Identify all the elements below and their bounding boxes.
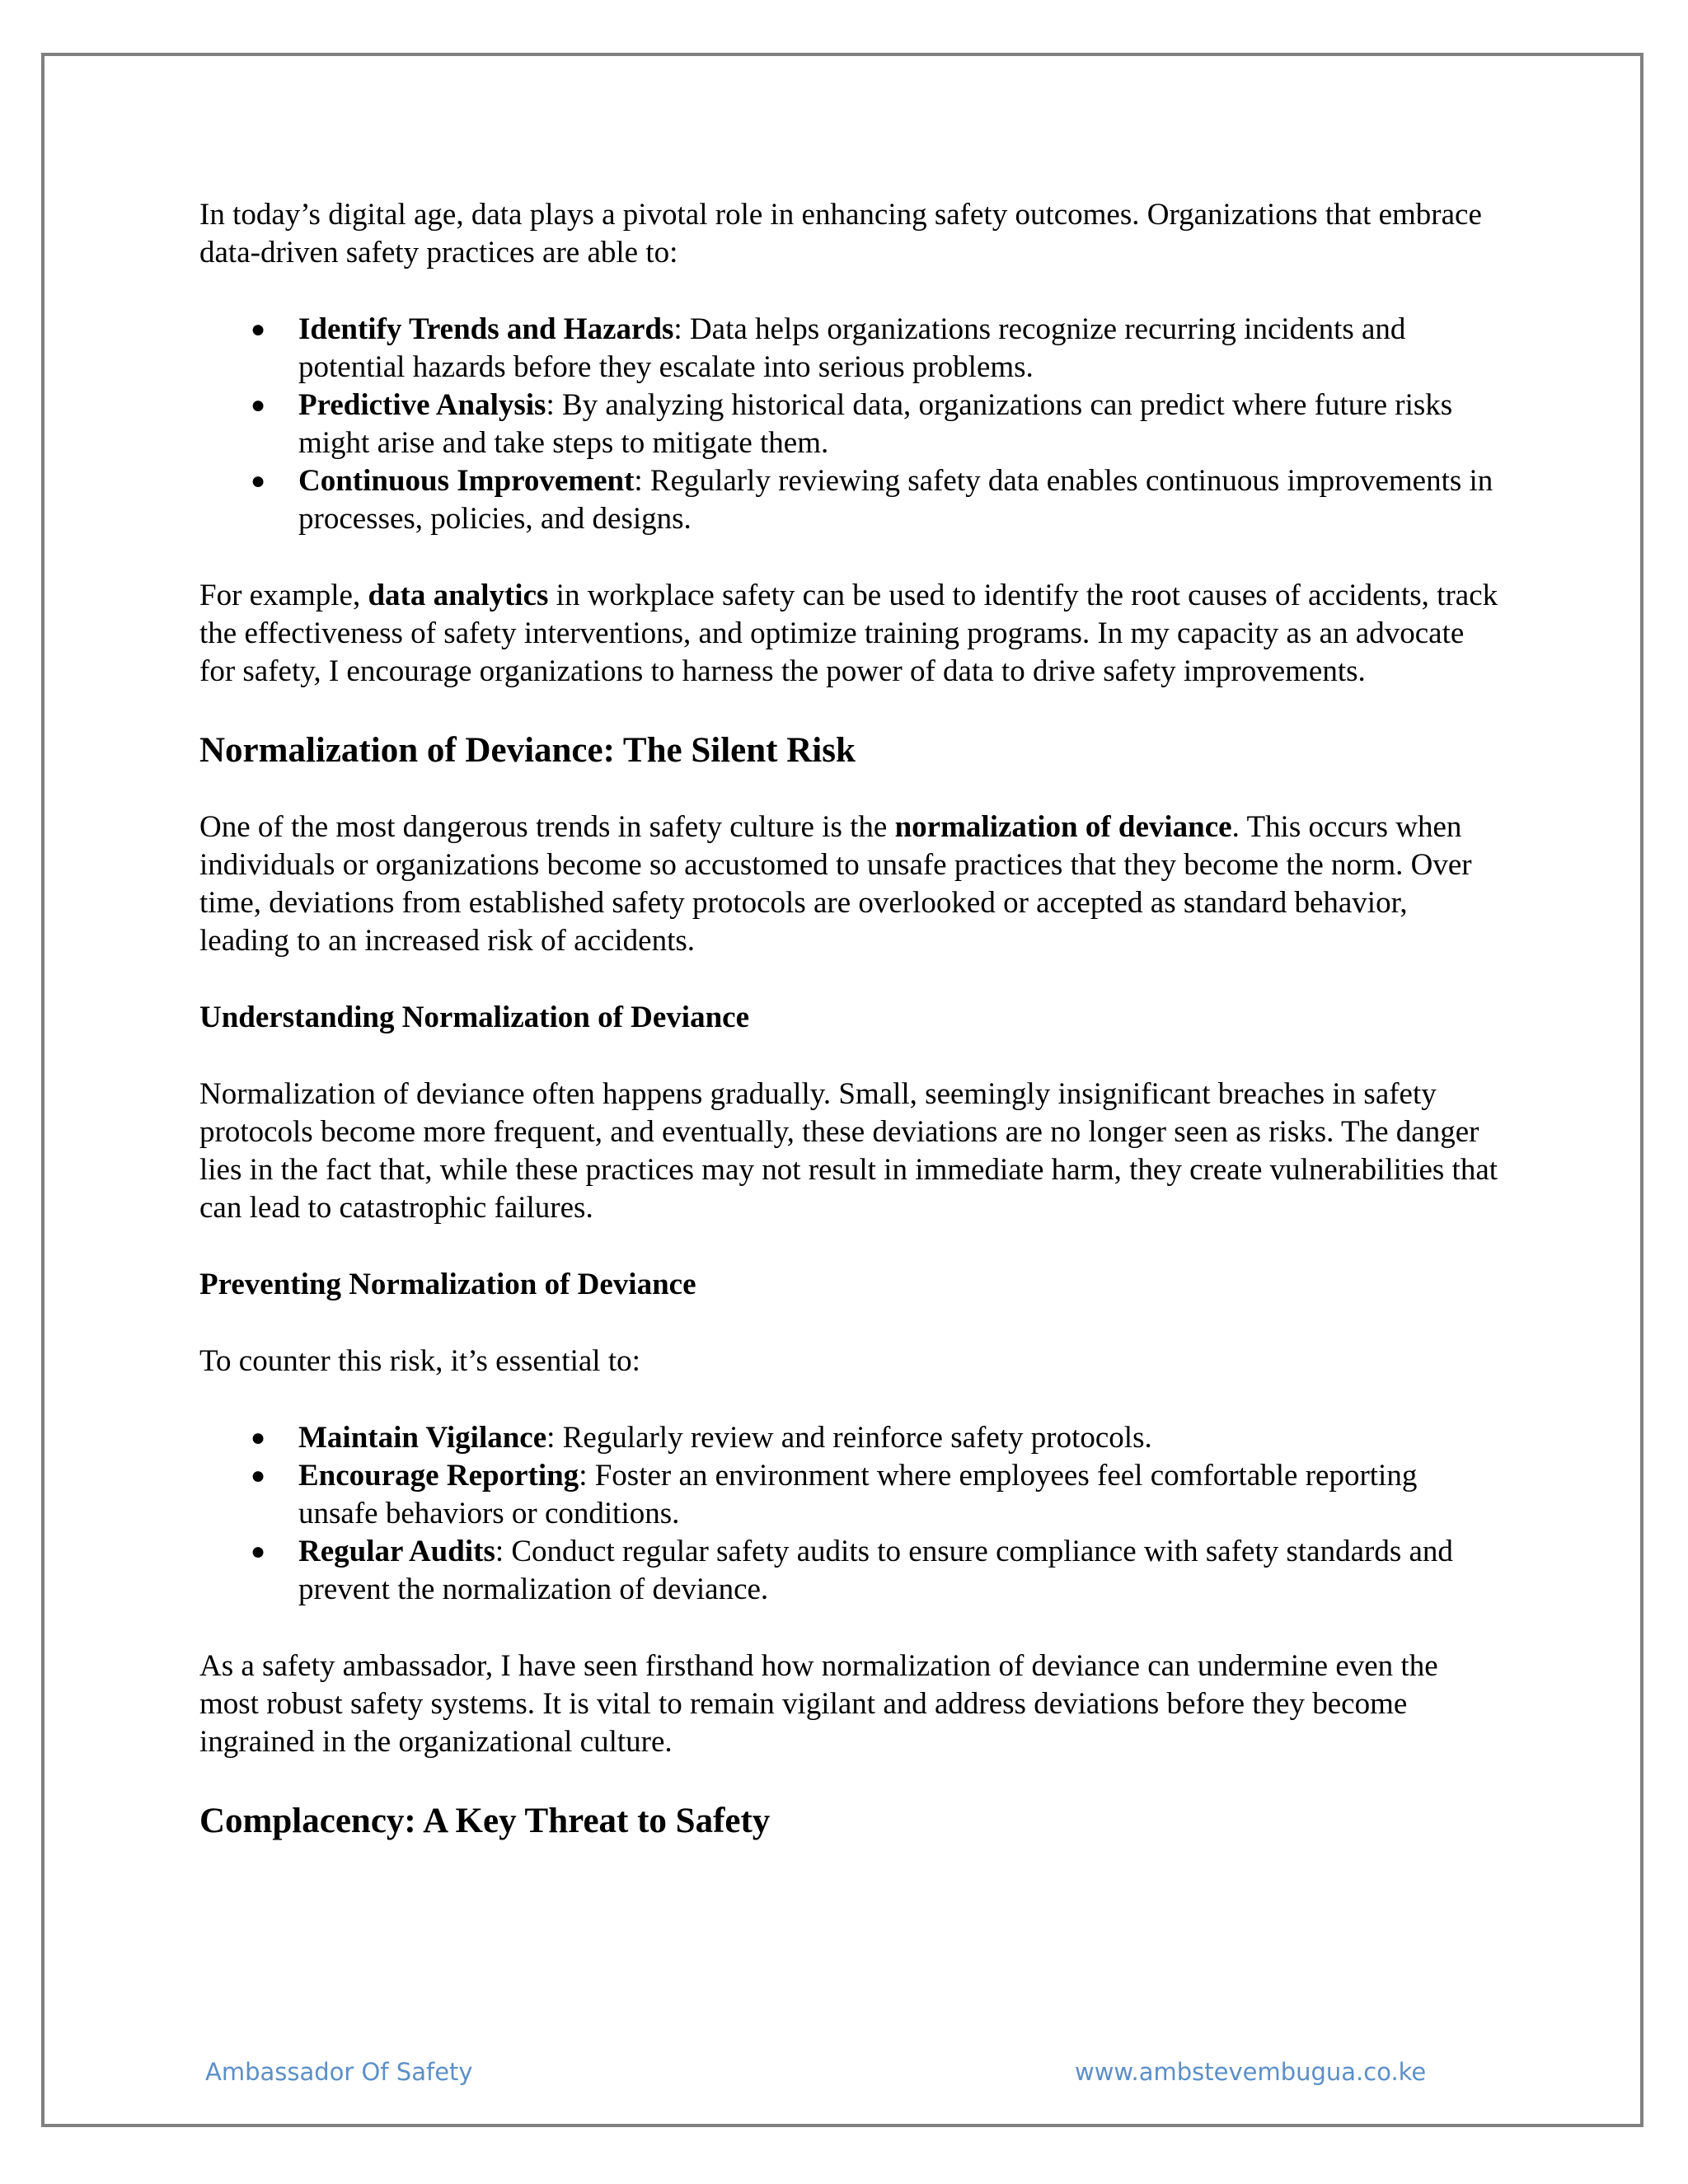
- list-item-term: Continuous Improvement: [298, 464, 635, 498]
- subheading-preventing: Preventing Normalization of Deviance: [199, 1268, 696, 1301]
- bullet-icon: ●: [251, 1424, 266, 1451]
- list-item: [199, 311, 1502, 387]
- list-item-term: Identify Trends and Hazards: [298, 312, 674, 346]
- bullet-icon: ●: [251, 1538, 266, 1565]
- footer-website-link[interactable]: www.ambstevembugua.co.ke: [1075, 2058, 1427, 2086]
- deviance-bold-term: normalization of deviance: [894, 810, 1232, 844]
- list-item-term: Encourage Reporting: [298, 1459, 579, 1493]
- list-item-term: Predictive Analysis: [298, 388, 546, 422]
- list-item: [199, 462, 1502, 538]
- list-item-desc: : By analyzing historical data, organizations can predict where future risks might arise and take steps to mitigate them.: [298, 388, 1453, 460]
- closing-paragraph: As a safety ambassador, I have seen firsthand how normalization of deviance can undermine even the most robust safety systems. It is vital to remain vigilant and address deviations before they become ingrained in the organizational culture.: [199, 1649, 1438, 1759]
- section-heading-complacency: Complacency: A Key Threat to Safety: [199, 1802, 771, 1840]
- example-text-after: in workplace safety can be used to identify the root causes of accidents, track the effectiveness of safety interventions, and optimize training programs. In my capacity as an advocate for safety, I encourage organizations to harness the power of data to drive safety improvements.: [199, 579, 1498, 688]
- intro-paragraph: In today’s digital age, data plays a pivotal role in enhancing safety outcomes. Organizations that embrace data-driven safety practices are able to:: [199, 198, 1482, 269]
- list-item: [199, 1457, 1502, 1533]
- footer-left-text: Ambassador Of Safety: [205, 2058, 473, 2086]
- list-item-desc: : Regularly review and reinforce safety protocols.: [546, 1421, 1152, 1455]
- example-paragraph: [199, 577, 1502, 691]
- bullet-icon: ●: [251, 391, 266, 419]
- deviance-intro-paragraph: [199, 808, 1502, 960]
- document-body: [199, 196, 1502, 1879]
- example-bold-term: data analytics: [368, 579, 549, 612]
- deviance-intro-before: One of the most dangerous trends in safety culture is the: [199, 810, 895, 844]
- preventing-intro: To counter this risk, it’s essential to:: [199, 1344, 640, 1378]
- subheading-understanding: Understanding Normalization of Deviance: [199, 1001, 749, 1034]
- understanding-paragraph: Normalization of deviance often happens gradually. Small, seemingly insignificant breaches in safety protocols become more frequent, and eventually, these deviations are no longer seen as risks. The danger lies in the fact that, while these practices may not result in immediate harm, they create vulnerabilities that can lead to catastrophic failures.: [199, 1077, 1498, 1225]
- list-item-desc: : Conduct regular safety audits to ensure compliance with safety standards and prevent the normalization of deviance.: [298, 1535, 1453, 1606]
- list-item: [199, 1533, 1502, 1609]
- list-item-term: Maintain Vigilance: [298, 1421, 547, 1455]
- section-heading-deviance: Normalization of Deviance: The Silent Risk: [199, 731, 856, 770]
- list-item-desc: : Regularly reviewing safety data enables continuous improvements in processes, policies, and designs.: [298, 464, 1493, 536]
- bullet-icon: ●: [251, 467, 266, 494]
- data-benefits-list: [199, 311, 1502, 538]
- bullet-icon: ●: [251, 316, 266, 343]
- bullet-icon: ●: [251, 1462, 266, 1489]
- list-item-desc: : Data helps organizations recognize recurring incidents and potential hazards before they escalate into serious problems.: [298, 312, 1406, 384]
- list-item-term: Regular Audits: [298, 1535, 495, 1568]
- example-text-before: For example,: [199, 579, 368, 612]
- list-item: [199, 387, 1502, 462]
- deviance-intro-after: . This occurs when individuals or organizations become so accustomed to unsafe practices that they become the norm. Over time, deviations from established safety protocols are overlooked or accepted as standard behavior, leading to an increased risk of accidents.: [199, 810, 1472, 958]
- list-item-desc: : Foster an environment where employees feel comfortable reporting unsafe behaviors or conditions.: [298, 1459, 1418, 1530]
- preventing-list: [199, 1419, 1502, 1609]
- list-item: [199, 1419, 1502, 1457]
